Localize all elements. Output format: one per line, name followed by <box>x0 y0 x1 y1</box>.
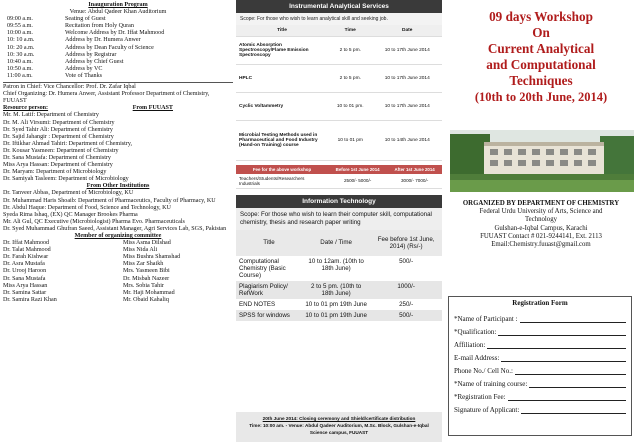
committee-member: Dr. Farah Kishwar <box>3 254 49 261</box>
program-item: Address by Dean Faculty of Science <box>65 44 154 51</box>
fee-header-after: After 1st June 2014 <box>387 165 442 174</box>
program-time: 10:50 a.m. <box>7 65 33 72</box>
registration-row <box>454 349 626 362</box>
registration-input-line[interactable] <box>501 354 626 362</box>
fee-header-label: Fee for the above workshop <box>236 165 328 174</box>
registration-label: *Name of training course: <box>454 380 528 388</box>
instrumental-banner: Instrumental Analytical Services <box>236 0 442 13</box>
other-people-list <box>3 190 233 233</box>
venue-text: Venue: Abdul Qadeer Khan Auditorium <box>69 9 167 16</box>
program-time: 11:00 a.m. <box>7 72 33 79</box>
program-row <box>7 37 233 44</box>
t1-row <box>236 120 442 160</box>
external-person: Dr. Syed Muhammad Ghufran Saeed, Assistant Manager, Agri Services Lab, SGS, Pakistan <box>3 225 227 232</box>
t2-row <box>236 281 442 299</box>
fee-who: Teachers/Students/Researchers Industrials <box>236 174 328 189</box>
program-item: Welcome Address by Dr. Iffat Mahmood <box>65 30 165 37</box>
program-item: Address by VC <box>65 65 103 72</box>
registration-input-line[interactable] <box>498 328 626 336</box>
t1-header-time: Time <box>328 25 372 36</box>
registration-input-line[interactable] <box>487 341 626 349</box>
t1-date: 10 to 17th June 2014 <box>372 36 442 64</box>
committee-member: Mrs. Sobia Tahir <box>123 282 164 289</box>
scope-text-2: Scope: For those who wish to learn their computer skill, computational chemistry, thesis and research paper writing <box>236 208 442 230</box>
t1-date: 10 to 17th June 2014 <box>372 64 442 92</box>
external-person: Dr. Muhammad Haris Shoaib: Department of Pharmaceutics, Faculty of Pharmacy, KU <box>3 197 216 204</box>
program-item: Seating of Guest <box>65 16 106 23</box>
t2-time: 10 to 01 pm 19th June <box>302 310 370 321</box>
program-time: 10: 20 a.m. <box>7 44 35 51</box>
program-row <box>7 66 233 73</box>
external-person: Dr. Tanveer Abbas, Department of Microbiology, KU <box>3 190 134 197</box>
resource-label: Resource person: <box>3 105 49 112</box>
org-by: ORGANIZED BY DEPARTMENT OF CHEMISTRY <box>462 200 620 207</box>
resource-person: Dr. Sana Mustafa: Department of Chemistry <box>3 154 111 161</box>
program-time: 09:00 a.m. <box>7 16 33 23</box>
t2-fee: 1000/- <box>370 281 442 299</box>
closing-line-1: 20th June 2014: Closing ceremony and Shield/certificate distribution <box>262 416 416 421</box>
title-line-6: (10th to 20th June, 2014) <box>474 90 608 104</box>
registration-label: *Name of Participant : <box>454 315 518 323</box>
from-fuuast-label: From FUUAST <box>132 105 173 112</box>
resource-person: Miss Arya Hassan: Department of Chemistry <box>3 162 113 169</box>
t2-row <box>236 256 442 281</box>
program-item: Recitation from Holy Quran <box>65 23 134 30</box>
t1-time: 2 to 5 pm. <box>328 36 372 64</box>
other-institutions-label: From Other Institutions <box>86 183 150 190</box>
registration-title: Registration Form <box>512 299 568 307</box>
scope-text-1: Scope: For those who wish to learn analytical skill and seeking job. <box>236 13 442 25</box>
program-item: Vote of Thanks <box>65 72 103 79</box>
resource-person: Dr. Kousar Yasmeen: Department of Chemistry <box>3 147 119 154</box>
fuuast-people-list <box>3 112 233 183</box>
closing-line-2: Time: 10:00 am. - Venue: Abdul Qadeer Auditorium, M.Sc. Block, Gulshan-e-Iqbal Science campus, FUUAST <box>249 423 429 435</box>
registration-form <box>448 296 632 436</box>
committee-member: Dr. Misbah Nazeer <box>123 275 170 282</box>
registration-input-line[interactable] <box>515 367 626 375</box>
t2-time: 2 to 5 pm. (10th to 18th June) <box>302 281 370 299</box>
it-banner: Information Technology <box>236 195 442 208</box>
committee-member: Miss Arya Hassan <box>3 282 48 289</box>
t1-date: 10 to 14th June 2014 <box>372 120 442 160</box>
registration-input-line[interactable] <box>529 380 626 388</box>
committee-member: Dr. Samira Razi Khan <box>3 296 57 303</box>
registration-input-line[interactable] <box>521 406 626 414</box>
resource-person: Mr. M. Latif: Department of Chemistry <box>3 112 99 119</box>
t1-title: Cyclic Voltammetry <box>236 92 328 120</box>
closing-ceremony <box>236 412 442 442</box>
committee-member: Dr. Asra Mustafa <box>3 261 45 268</box>
email: Email:Chemistry.fuuast@gmail.com <box>491 241 591 249</box>
committee-member: Miss Asma Dilshad <box>123 240 171 247</box>
committee-member: Dr. Iffat Mahmood <box>3 240 50 247</box>
committee-member: Dr. Talat Mahmood <box>3 247 51 254</box>
registration-label: Signature of Applicant: <box>454 406 520 414</box>
program-row <box>7 30 233 37</box>
member-grid <box>3 240 233 304</box>
t1-row <box>236 92 442 120</box>
fee-header-before: Before 1st June 2014 <box>328 165 387 174</box>
t2-header-time: Date / Time <box>302 230 370 256</box>
left-column <box>0 0 236 442</box>
member-label: Member of organizing committee <box>74 233 162 239</box>
committee-member: Dr. Samina Sattar <box>3 289 47 296</box>
fee-before: 2500/- 5000/- <box>328 174 387 189</box>
fee-table <box>236 165 442 189</box>
t2-title: END NOTES <box>239 300 276 308</box>
registration-label: E-mail Address: <box>454 354 500 362</box>
program-row <box>7 45 233 52</box>
t1-time: 2 to 5 pm. <box>328 64 372 92</box>
fee-after: 3000/- 7000/- <box>387 174 442 189</box>
resource-person: Dr. M. Ali Virsumi: Department of Chemistry <box>3 119 115 126</box>
t1-row <box>236 64 442 92</box>
t1-header-title: Title <box>236 25 328 36</box>
resource-person: Dr. Iftikhar Ahmad Tahiri: Department of Chemistry, <box>3 140 133 147</box>
program-row <box>7 73 233 80</box>
t1-row <box>236 36 442 64</box>
program-row <box>7 52 233 59</box>
contact: FUUAST Contact # 021-9244141, Ext. 2113 <box>480 232 602 240</box>
divider <box>3 82 233 83</box>
resource-person: Dr. Samiyah Tasleem: Department of Microbiology <box>3 176 129 183</box>
program-item: Address by Dr. Humera Anwer <box>65 37 141 44</box>
registration-row <box>454 362 626 375</box>
t2-header-fee: Fee before 1st June, 2014) (Rs/-) <box>370 230 442 256</box>
instrumental-table <box>236 25 442 161</box>
registration-row <box>454 336 626 349</box>
inauguration-title: Inauguration Program <box>88 2 148 8</box>
organizer-text: Chief Organizing: Dr. Humera Anwer, Assistant Professor Department of Chemistry, FUUAST <box>3 91 210 105</box>
t1-date: 10 to 17th June 2014 <box>372 92 442 120</box>
title-line-3: Current Analytical <box>487 41 595 56</box>
campus-photo <box>450 130 634 192</box>
t1-title: Atomic Absorption Spectroscopy/Flame Emission Spectroscopy <box>236 36 328 64</box>
registration-label: *Registration Fee: <box>454 393 506 401</box>
t2-title: Plagiarism Policy/ RefWork <box>236 281 302 299</box>
t2-title: SPSS for windows <box>236 310 302 321</box>
t2-time: 10 to 01 pm 19th June <box>305 300 367 308</box>
committee-member: Dr. Sana Mustafa <box>3 275 46 282</box>
committee-member: Mr. Obaid Kahaliq <box>123 296 169 303</box>
program-item: Address by Registrar <box>65 51 117 58</box>
right-column <box>442 0 640 442</box>
registration-row <box>454 401 626 414</box>
committee-member: Miss Nida Ali <box>123 247 158 254</box>
registration-input-line[interactable] <box>508 393 626 401</box>
registration-row <box>454 323 626 336</box>
committee-member: Mr. Haji Mohammad <box>123 289 175 296</box>
program-item: Address by Chief Guest <box>65 58 124 65</box>
registration-row <box>454 375 626 388</box>
program-time: 10:00 a.m. <box>7 30 33 37</box>
registration-label: *Qualification: <box>454 328 497 336</box>
resource-person: Dr. Sajid Jahangir : Department of Chemistry <box>3 133 114 140</box>
registration-label: Affiliation: <box>454 341 486 349</box>
title-line-5: Techniques <box>509 73 573 88</box>
title-line-4: and Computational <box>486 57 596 72</box>
committee-member: Mrs. Yasmeen Bibi <box>123 268 170 275</box>
resource-person: Dr. Syed Tahir Ali: Department of Chemistry <box>3 126 113 133</box>
t1-time: 10 to 01 pm. <box>328 92 372 120</box>
committee-member: Miss Bushra Shamshad <box>123 254 181 261</box>
resource-person: Dr. Maryam: Department of Microbiology <box>3 169 107 176</box>
external-person: Mr. Ali Gul, QC Executive (Microbiologist) Pharma Evo. Pharmaceuticals <box>3 218 185 225</box>
program-time: 10:40 a.m. <box>7 58 33 65</box>
workshop-title <box>442 9 640 105</box>
t1-title: Microbial Testing Methods used in Pharmaceutical and Food Industry (Hand-on Training) course <box>236 120 328 160</box>
registration-label: Phone No./ Cell No.: <box>454 367 513 375</box>
t2-row <box>236 310 442 321</box>
program-time: 10: 30 a.m. <box>7 51 35 58</box>
t2-fee: 500/- <box>399 257 414 265</box>
registration-row <box>454 388 626 401</box>
t2-title: Computational Chemistry (Basic Course) <box>239 257 286 279</box>
t1-title: HPLC <box>236 64 328 92</box>
t2-time: 10 to 12am. (10th to 18th June) <box>308 257 364 272</box>
building-icon <box>450 130 634 192</box>
registration-input-line[interactable] <box>520 315 626 323</box>
program-row <box>7 59 233 66</box>
program-time: 09:55 a.m. <box>7 23 33 30</box>
it-table <box>236 230 442 321</box>
t2-fee: 500/- <box>370 310 442 321</box>
registration-row <box>454 310 626 323</box>
middle-column <box>236 0 442 442</box>
t2-header-title: Title <box>236 230 302 256</box>
program-time: 10: 10 a.m. <box>7 37 35 44</box>
t1-time: 10 to 01 pm <box>328 120 372 160</box>
organizer-block <box>442 200 640 249</box>
external-person: Dr. Abdul Haque: Department of Food, Science and Technology, KU <box>3 204 171 211</box>
t2-row <box>236 299 442 310</box>
committee-member: Dr. Urooj Haroon <box>3 268 47 275</box>
university: Federal Urdu University of Arts, Science and Technology <box>479 208 603 224</box>
title-line-1: 09 days Workshop <box>489 9 593 24</box>
committee-member: Miss Zar Shaikh <box>123 261 164 268</box>
external-person: Syeda Rima Ishaq, (EX) QC Manager Brookes Pharma <box>3 211 138 218</box>
t2-fee: 250/- <box>399 300 414 308</box>
title-line-2: On <box>532 25 550 40</box>
t1-header-date: Date <box>372 25 442 36</box>
program-list <box>3 16 233 80</box>
patron-text: Patron in Chief: Vice Chancellor: Prof. Dr. Zafar Iqbal <box>3 84 136 91</box>
campus: Gulshan-e-Iqbal Campus, Karachi <box>494 224 588 232</box>
